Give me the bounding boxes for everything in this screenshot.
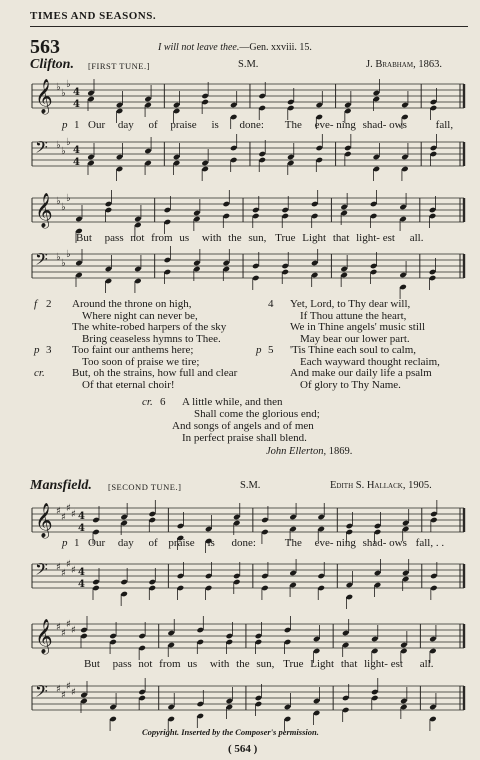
verse-line: Around the throne on high, — [72, 298, 192, 310]
tune1-bass-staff-2 — [28, 246, 470, 290]
lyric-word: eve- — [314, 537, 334, 549]
verse6-line-3: And songs of angels and of men — [172, 420, 314, 432]
lyric-word: of — [148, 537, 158, 549]
verse-number: 2 — [46, 298, 52, 310]
lyric-word: not — [130, 232, 145, 244]
sharp-icon: ♯ — [66, 681, 71, 692]
verse-dynamic: cr. — [34, 367, 45, 379]
lyric-word: The — [284, 119, 302, 131]
treble-clef-icon: 𝄞 — [35, 619, 53, 654]
lyric-word: light- — [356, 232, 380, 244]
verse-line: Each wayward thought reclaim, — [300, 355, 440, 368]
verse-line: Bring ceaseless hymns to Thee. — [82, 332, 221, 345]
sharp-icon: ♯ — [56, 562, 61, 573]
treble-clef-icon: 𝄞 — [35, 193, 53, 228]
lyric-word: ning — [336, 537, 356, 549]
tune2-name: Mansfield. — [30, 478, 92, 493]
time-signature-top: 4 — [78, 511, 85, 522]
verse-number: 5 — [268, 344, 274, 356]
running-head: TIMES AND SEASONS. — [30, 10, 157, 22]
lyric-word: shad- — [362, 119, 387, 131]
verse6-line-1: A little while, and then — [182, 396, 283, 408]
lyric-word: the — [228, 232, 242, 244]
verse-line: Too soon of praise we tire; — [82, 355, 200, 368]
tune1-lyric-line-2 — [76, 232, 423, 244]
lyric-word: est — [382, 232, 395, 244]
hymn-number: 563 — [30, 36, 60, 58]
epigraph-text: I will not leave thee. — [158, 42, 240, 53]
verse-number: 3 — [46, 344, 52, 356]
lyric-word: praise — [168, 537, 195, 549]
tune1-composer: J. Brabham, 1863. — [366, 59, 442, 70]
time-signature-bottom: 4 — [78, 579, 85, 590]
flat-icon: ♭ — [66, 249, 71, 260]
lyric-word: True — [275, 232, 296, 244]
sharp-icon: ♯ — [66, 619, 71, 630]
sharp-icon: ♯ — [71, 565, 76, 576]
lyric-word: pass — [104, 232, 124, 244]
flat-icon: ♭ — [56, 140, 61, 151]
verse-line: Of that eternal choir! — [82, 378, 175, 391]
verse-dynamic: f — [34, 298, 38, 310]
verse-line: Yet, Lord, to Thy dear will, — [290, 298, 411, 310]
lyric-word: us — [179, 232, 190, 244]
lyric-word: with — [209, 658, 230, 670]
verse-line: Of glory to Thy Name. — [300, 378, 401, 391]
lyric-word: pass — [112, 658, 132, 670]
copyright-note: Copyright. Inserted by the Composer's permission. — [142, 727, 319, 737]
lyric-word: Light — [302, 232, 327, 244]
lyric-word: the — [236, 658, 250, 670]
tune1-bass-staff-1 — [28, 134, 470, 178]
tune2-lyric-line-1 — [88, 537, 444, 549]
verse-line: May bear our lower part. — [300, 332, 410, 345]
lyric-word: True — [283, 658, 304, 670]
flat-icon: ♭ — [61, 202, 66, 213]
lyric-word: fall, — [435, 119, 454, 131]
flat-icon: ♭ — [56, 82, 61, 93]
time-signature-top: 4 — [73, 145, 80, 156]
lyric-word: fall, — [415, 537, 434, 549]
sharp-icon: ♯ — [71, 625, 76, 636]
lyric-word: of — [148, 119, 158, 131]
verse-number: 4 — [268, 298, 274, 310]
verse-dynamic: p — [256, 344, 262, 356]
tune1-name: Clifton. — [30, 57, 74, 72]
tune1-treble-staff-1 — [28, 76, 470, 120]
lyric-word: done: — [231, 537, 256, 549]
verse-line: 'Tis Thine each soul to calm, — [290, 344, 417, 356]
page-number: ( 564 ) — [228, 743, 258, 755]
time-signature-bottom: 4 — [73, 157, 80, 168]
tune1-tag: [FIRST TUNE.] — [88, 61, 150, 71]
tune1-lyric-line-1 — [88, 119, 453, 131]
flat-icon: ♭ — [61, 146, 66, 157]
time-signature-top: 4 — [78, 567, 85, 578]
lyric-word: Our — [88, 537, 106, 549]
tune2-treble-staff-2 — [28, 616, 470, 660]
bass-clef-icon: 𝄢 — [35, 681, 48, 705]
lyric-word: But — [84, 658, 100, 670]
lyric-word: praise — [170, 119, 197, 131]
tune2-tag: [SECOND TUNE.] — [108, 482, 182, 492]
lyric-word: Our — [88, 119, 106, 131]
tune2-bass-staff-2 — [28, 678, 470, 722]
sharp-icon: ♯ — [56, 684, 61, 695]
verse-dynamic: p — [34, 344, 40, 356]
lyric-word: from — [159, 658, 181, 670]
flat-icon: ♭ — [66, 137, 71, 148]
verse-line: Where night can never be, — [82, 309, 198, 322]
lyric-word: day — [117, 537, 134, 549]
time-signature-top: 4 — [73, 87, 80, 98]
lyric-word: Light — [310, 658, 335, 670]
lyric-word: all. — [419, 658, 434, 670]
sharp-icon: ♯ — [61, 512, 66, 523]
lyric-word: The — [284, 537, 302, 549]
verse-line: We in Thine angels' music still — [290, 321, 426, 333]
flat-icon: ♭ — [61, 88, 66, 99]
tune2-composer: Edith S. Hallack, 1905. — [330, 480, 432, 491]
author-name: John Ellerton, — [266, 446, 327, 457]
sharp-icon: ♯ — [56, 622, 61, 633]
tune1-verse-num: 1 — [74, 119, 80, 131]
lyric-word: light- — [364, 658, 388, 670]
lyric-word: is — [207, 537, 215, 549]
lyric-word: that — [340, 658, 358, 670]
tune2-meter: S.M. — [240, 480, 261, 491]
lyric-word: . . — [435, 537, 445, 549]
flat-icon: ♭ — [56, 252, 61, 263]
lyric-word: that — [332, 232, 350, 244]
bass-clef-icon: 𝄢 — [35, 249, 48, 273]
lyric-word: done: — [239, 119, 264, 131]
tune2-bass-staff-1 — [28, 556, 470, 600]
tune2-lyric-line-2 — [84, 658, 433, 670]
sharp-icon: ♯ — [66, 503, 71, 514]
lyric-word: ows — [389, 119, 407, 131]
flat-icon: ♭ — [66, 193, 71, 204]
lyric-word: ows — [389, 537, 407, 549]
verse-line: The white-robed harpers of the sky — [72, 321, 227, 333]
sharp-icon: ♯ — [71, 509, 76, 520]
lyric-word: sun, — [256, 658, 275, 670]
sharp-icon: ♯ — [61, 690, 66, 701]
verse6-dyn: cr. — [142, 396, 153, 408]
bass-clef-icon: 𝄢 — [35, 559, 48, 583]
treble-clef-icon: 𝄞 — [35, 503, 53, 538]
epigraph — [158, 42, 312, 53]
lyric-word: us — [187, 658, 198, 670]
lyric-word: day — [117, 119, 134, 131]
lyric-word: eve- — [314, 119, 334, 131]
lyric-word: is — [211, 119, 219, 131]
verse-line: Too faint our anthems here; — [72, 344, 194, 356]
bass-clef-icon: 𝄢 — [35, 137, 48, 161]
tune1-treble-staff-2 — [28, 190, 470, 234]
time-signature-bottom: 4 — [73, 99, 80, 110]
flat-icon: ♭ — [61, 258, 66, 269]
flat-icon: ♭ — [66, 79, 71, 90]
lyric-word: est — [390, 658, 403, 670]
tune2-verse-num: 1 — [74, 537, 80, 549]
sharp-icon: ♯ — [56, 506, 61, 517]
lyric-word: But — [76, 232, 92, 244]
time-signature-bottom: 4 — [78, 523, 85, 534]
sharp-icon: ♯ — [71, 687, 76, 698]
lyric-word: all. — [409, 232, 424, 244]
sharp-icon: ♯ — [66, 559, 71, 570]
hymn-author — [266, 446, 352, 457]
lyric-word: from — [151, 232, 173, 244]
verse6-line-2: Shall come the glorious end; — [194, 408, 320, 420]
tune1-meter: S.M. — [238, 59, 259, 70]
header-rule — [30, 26, 468, 27]
sharp-icon: ♯ — [61, 568, 66, 579]
verse6-num: 6 — [160, 396, 166, 408]
lyric-word: shad- — [362, 537, 387, 549]
tune2-dyn-1: p — [62, 537, 68, 549]
lyric-word: ning — [336, 119, 356, 131]
lyric-word: sun, — [248, 232, 267, 244]
verse-line: If Thou attune the heart, — [300, 309, 407, 322]
treble-clef-icon: 𝄞 — [35, 79, 53, 114]
lyric-word: with — [201, 232, 222, 244]
tune1-dyn-1: p — [62, 119, 68, 131]
epigraph-ref: —Gen. xxviii. 15. — [239, 42, 312, 53]
author-year: 1869. — [328, 446, 353, 457]
verse6-line-4: In perfect praise shall blend. — [182, 432, 307, 444]
verse-line: But, oh the strains, how full and clear — [72, 367, 238, 379]
lyric-word: not — [138, 658, 153, 670]
sharp-icon: ♯ — [61, 628, 66, 639]
verse-line: And make our daily life a psalm — [290, 367, 432, 379]
flat-icon: ♭ — [56, 196, 61, 207]
